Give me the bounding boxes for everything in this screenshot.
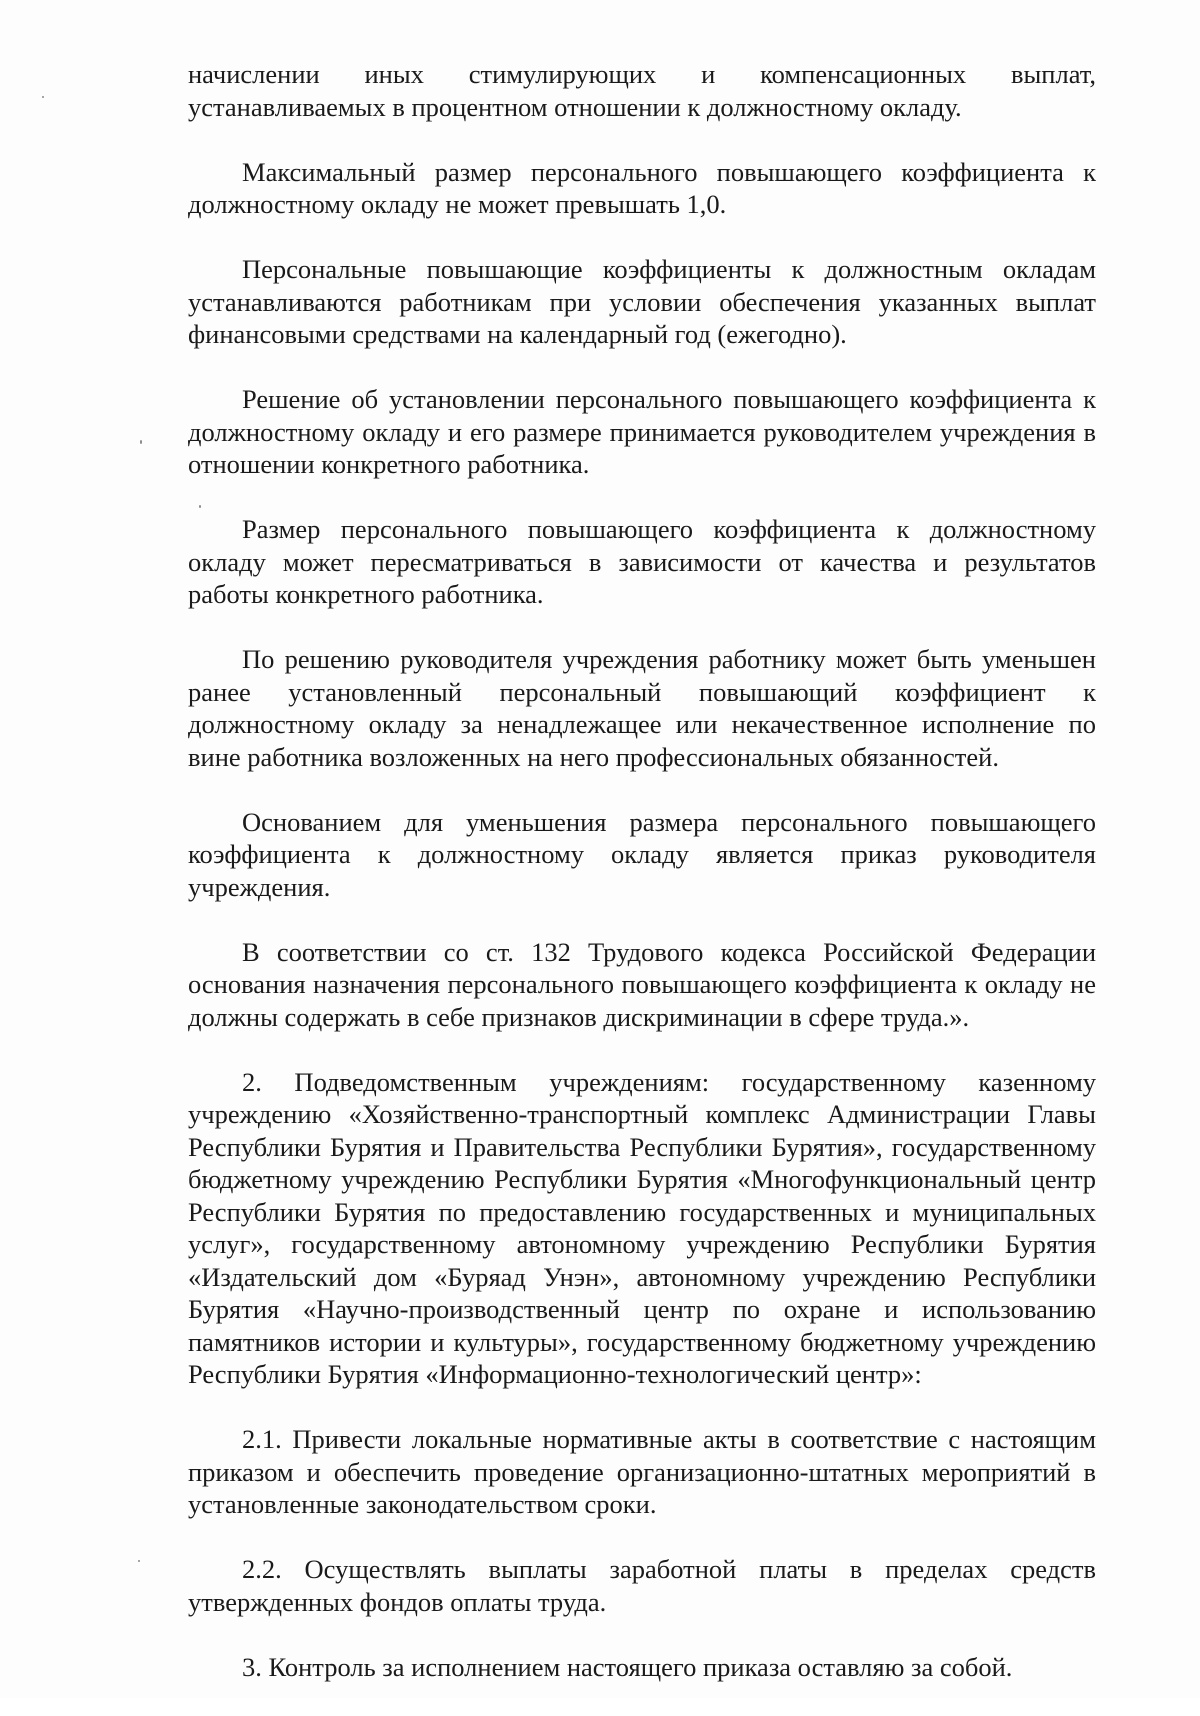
paragraph-review: Размер персонального повышающего коэффициента к должностному окладу может пересматриваться в зависимости от качества и результатов работы конкретного работника. — [188, 514, 1096, 609]
paragraph-max-coefficient: Максимальный размер персонального повышающего коэффициента к должностному окладу не может превышать 1,0. — [188, 156, 1096, 219]
paragraph-item-2-2: 2.2. Осуществлять выплаты заработной платы в пределах средств утвержденных фондов оплаты труда. — [188, 1554, 1096, 1617]
scan-speck — [140, 440, 142, 444]
paragraph-item-2: 2. Подведомственным учреждениям: государственному казенному учреждению «Хозяйственно-транспортный комплекс Администрации Главы Республики Бурятия и Правительства Республики Бурятия», государственному бюджетному учреждению Республики Бурятия «Многофункциональный центр Республики Бурятия по предоставлению государственных и муниципальных услуг», государственному автономному учреждению Республики Бурятия «Издательский дом «Буряад Унэн», автономному учреждению Республики Бурятия «Научно-производственный центр по охране и использованию памятников истории и культуры», государственному бюджетному учреждению Республики Бурятия «Информационно-технологический центр»: — [188, 1066, 1096, 1389]
paragraph-decision: Решение об установлении персонального повышающего коэффициента к должностному окладу и его размере принимается руководителем учреждения в отношении конкретного работника. — [188, 384, 1096, 479]
paragraph-coefficient-conditions: Персональные повышающие коэффициенты к должностным окладам устанавливаются работникам при условии обеспечения указанных выплат финансовыми средствами на календарный год (ежегодно). — [188, 254, 1096, 349]
paragraph-continuation: начислении иных стимулирующих и компенсационных выплат, устанавливаемых в процентном отношении к должностному окладу. — [188, 59, 1096, 122]
paragraph-labor-code: В соответствии со ст. 132 Трудового кодекса Российской Федерации основания назначения персонального повышающего коэффициента к окладу не должны содержать в себе признаков дискриминации в сфере труда.». — [188, 936, 1096, 1032]
scan-speck — [42, 96, 44, 98]
paragraph-item-2-1: 2.1. Привести локальные нормативные акты в соответствие с настоящим приказом и обеспечить проведение организационно-штатных мероприятий в установленные законодательством сроки. — [188, 1424, 1096, 1519]
paragraph-reduction: По решению руководителя учреждения работнику может быть уменьшен ранее установленный персональный повышающий коэффициент к должностному окладу за ненадлежащее или некачественное исполнение по вине работника возложенных на него профессиональных обязанностей. — [188, 644, 1096, 772]
document-body — [188, 58, 1096, 1716]
scan-speck — [138, 1560, 140, 1562]
paragraph-reduction-basis: Основанием для уменьшения размера персонального повышающего коэффициента к должностному окладу является приказ руководителя учреждения. — [188, 806, 1096, 902]
paragraph-item-3: 3. Контроль за исполнением настоящего приказа оставляю за собой. — [242, 1651, 1013, 1682]
